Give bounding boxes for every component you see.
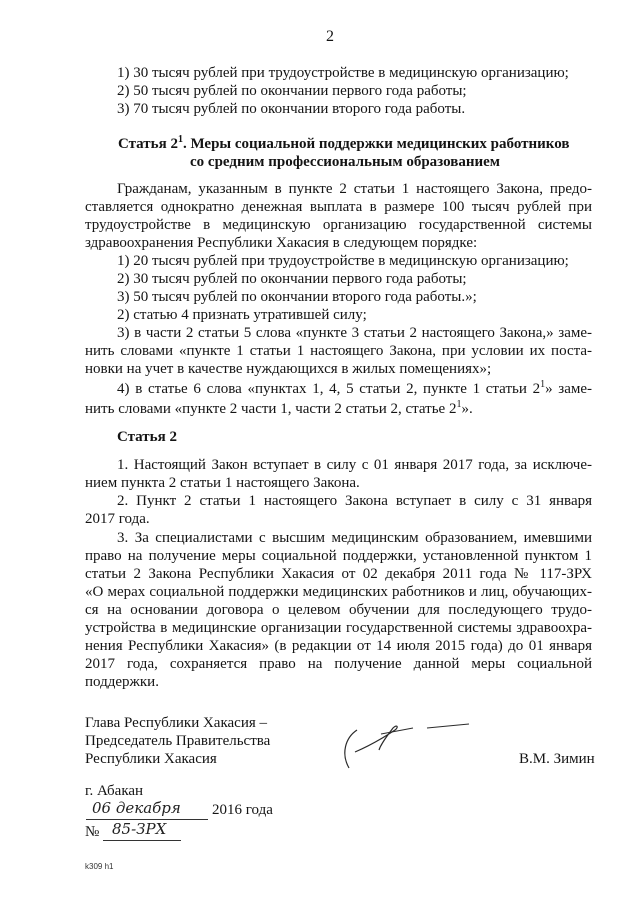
amendment-item-3-line-2: нить словами «пункте 1 статьи 1 настоящего Закона, при условии их поста- [85,343,592,359]
page-number: 2 [326,28,334,45]
signatory-title-line-1: Глава Республики Хакасия – [85,715,268,731]
heading-text: Статья 2 [118,136,178,152]
article-2-p3-line-7: нения Республики Хакасия» (в редакции от 14 июля 2015 года) до 01 января [85,638,592,654]
handwritten-date: 06 декабря [92,799,181,817]
signatory-name: В.М. Зимин [519,751,595,767]
superscript: 1 [456,399,462,410]
article-2-p3-line-4: «О мерах социальной поддержки медицинских работников и лиц, обучающих- [85,584,592,600]
article-2-p1-line-2: нием пункта 2 статьи 1 настоящего Закона. [85,475,360,491]
article-2-heading: Статья 2 [117,429,177,445]
article-2-p3-line-6: устройства в медицинские организации государственной системы здравоохра- [85,620,592,636]
top-list-item-1: 1) 30 тысяч рублей при трудоустройстве в медицинскую организацию; [117,65,569,81]
amendment-item-3-line-3: новки на учет в качестве нуждающихся в жилых помещениях»; [85,361,492,377]
amendment-text-rest: ». [461,401,473,417]
article-2-p3-line-3: статьи 2 Закона Республики Хакасия от 02 декабря 2011 года № 117-ЗРХ [85,566,592,582]
top-list-item-3: 3) 70 тысяч рублей по окончании второго года работы. [117,101,466,117]
article-2-1-para-line-3: трудоустройстве в медицинскую организацию государственной системы [85,217,592,233]
article-2-1-list-item-2: 2) 30 тысяч рублей по окончании первого года работы; [117,271,467,287]
article-2-1-list-item-3: 3) 50 тысяч рублей по окончании второго года работы.»; [117,289,477,305]
heading-text-rest: . Меры социальной поддержки медицинских работников [182,136,570,152]
article-2-p3-line-2: право на получение меры социальной поддержки, установленной пунктом 1 [85,548,592,564]
top-list-item-2: 2) 50 тысяч рублей по окончании первого года работы; [117,83,467,99]
handwritten-signature [335,712,480,774]
amendment-item-4-line-1 [117,380,592,398]
signatory-title-line-3: Республики Хакасия [85,751,217,767]
number-sign: № [85,824,100,840]
article-2-p2-line-2: 2017 года. [85,511,150,527]
article-2-1-heading-line2: со средним профессиональным образованием [190,154,500,170]
amendment-text: 4) в статье 6 слова «пунктах 1, 4, 5 статьи 2, пункте 1 статьи 2 [117,381,541,397]
article-2-p2-line-1: 2. Пункт 2 статьи 1 настоящего Закона вступает в силу с 31 января [117,493,592,509]
heading-superscript: 1 [177,134,183,145]
article-2-p3-line-1: 3. За специалистами с высшим медицинским образованием, имевшими [117,530,592,546]
article-2-1-list-item-1: 1) 20 тысяч рублей при трудоустройстве в медицинскую организацию; [117,253,569,269]
article-2-1-para-line-4: здравоохранения Республики Хакасия в следующем порядке: [85,235,478,251]
amendment-item-2: 2) статью 4 признать утратившей силу; [117,307,367,323]
article-2-1-para-line-2: ставляется однократно денежная выплата в размере 100 тысяч рублей при [85,199,592,215]
article-2-p1-line-1: 1. Настоящий Закон вступает в силу с 01 января 2017 года, за исключе- [117,457,592,473]
document-code: k309 h1 [85,862,114,871]
amendment-item-4-line-2 [85,400,473,418]
number-underline [103,840,181,841]
superscript: 1 [540,379,546,390]
amendment-text: нить словами «пункте 2 части 1, части 2 статьи 2, статье 2 [85,401,457,417]
signatory-title-line-2: Председатель Правительства [85,733,271,749]
article-2-p3-line-9: поддержки. [85,674,159,690]
amendment-item-3-line-1: 3) в части 2 статьи 5 слова «пункте 3 статьи 2 настоящего Закона,» заме- [117,325,592,341]
handwritten-number: 85-ЗРХ [112,820,167,838]
article-2-1-heading-line1 [118,135,569,153]
article-2-p3-line-5: ся на основании договора о целевом обучении для последующего трудо- [85,602,592,618]
article-2-1-para-line-1: Гражданам, указанным в пункте 2 статьи 1 настоящего Закона, предо- [117,181,592,197]
article-2-p3-line-8: 2017 года, сохраняется право на получение данной меры социальной [85,656,592,672]
city: г. Абакан [85,783,144,799]
year-text: 2016 года [212,802,273,818]
amendment-text-rest: » заме- [545,381,593,397]
